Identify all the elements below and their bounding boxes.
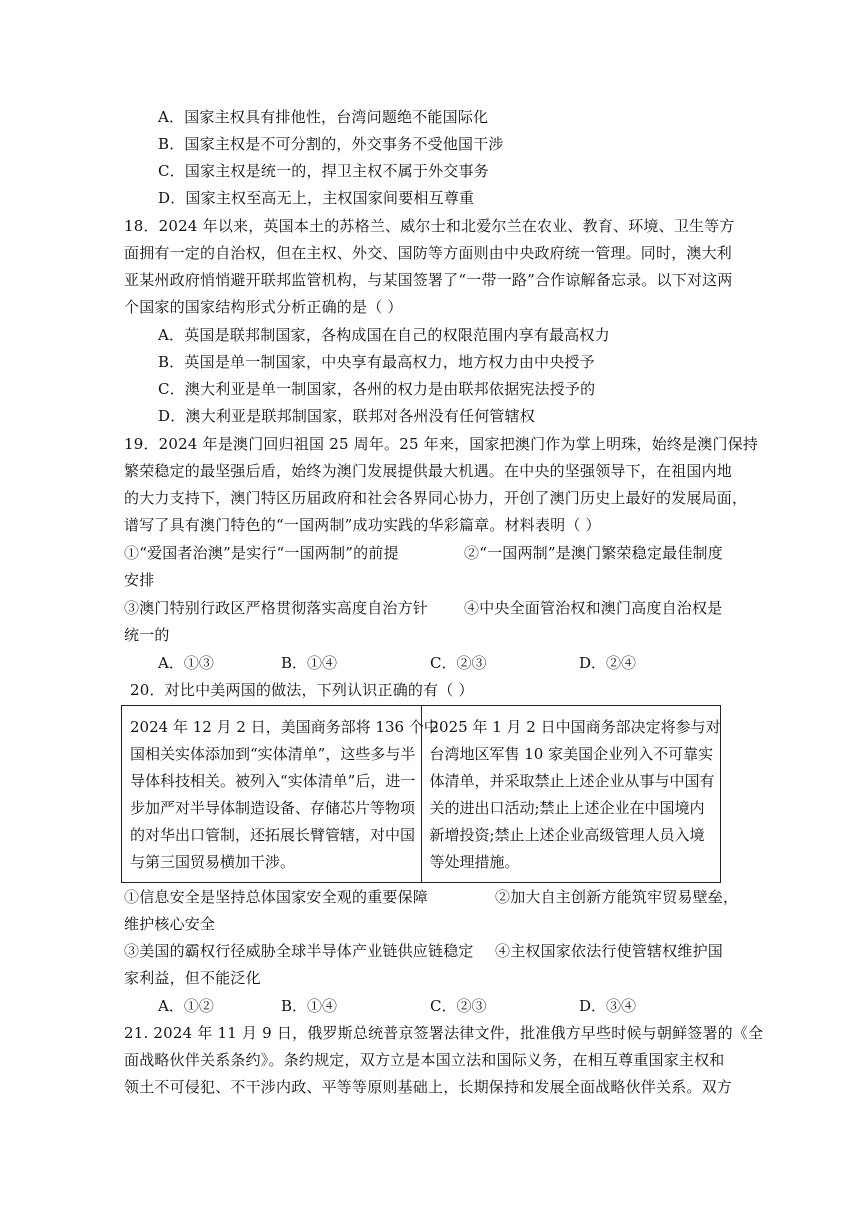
q20-us-cell bbox=[122, 706, 439, 883]
q20-china-line-6: 等处理措施。 bbox=[429, 853, 520, 871]
q19-item-2-cont: 安排 bbox=[124, 571, 155, 589]
q20-choice-a[interactable]: A．①② bbox=[158, 997, 214, 1015]
q20-us-line-5: 的对华出口管制，还拓展长臂管辖，对中国 bbox=[130, 826, 416, 844]
q19-choice-b[interactable]: B．①④ bbox=[281, 654, 338, 672]
q21-stem-line-2: 面战略伙伴关系条约》。条约规定，双方立是本国立法和国际义务，在相互尊重国家主权和 bbox=[124, 1051, 725, 1069]
q20-china-line-2: 台湾地区军售 10 家美国企业列入不可靠实 bbox=[429, 745, 714, 763]
q20-item-2: ②加大自主创新方能筑牢贸易壁垒， bbox=[495, 888, 739, 906]
q20-china-line-4: 关的进出口活动;禁止上述企业在中国境内 bbox=[429, 799, 705, 817]
q20-china-line-3: 体清单，并采取禁止上述企业从事与中国有 bbox=[429, 772, 715, 790]
q20-china-line-1: 2025 年 1 月 2 日中国商务部决定将参与对 bbox=[429, 718, 721, 736]
q17-option-a[interactable]: A．国家主权具有排他性，台湾问题绝不能国际化 bbox=[158, 108, 489, 126]
q17-option-d[interactable]: D．国家主权至高无上，主权国家间要相互尊重 bbox=[158, 189, 475, 207]
q19-choice-a[interactable]: A．①③ bbox=[158, 654, 214, 672]
q20-item-3: ③美国的霸权行径威胁全球半导体产业链供应链稳定 bbox=[124, 942, 474, 960]
q20-stem: 20．对比中美两国的做法，下列认识正确的有（ ） bbox=[130, 681, 474, 699]
q19-item-1: ①“爱国者治澳”是实行“一国两制”的前提 bbox=[124, 544, 399, 562]
q19-item-3: ③澳门特别行政区严格贯彻落实高度自治方针 bbox=[124, 599, 429, 617]
q20-item-4: ④主权国家依法行使管辖权维护国 bbox=[495, 942, 724, 960]
q18-stem-line-2: 面拥有一定的自治权，但在主权、外交、国防等方面则由中央政府统一管理。同时，澳大利 bbox=[124, 244, 733, 262]
q21-stem-line-3: 领土不可侵犯、不干涉内政、平等等原则基础上，长期保持和发展全面战略伙伴关系。双方 bbox=[124, 1078, 733, 1096]
q19-stem-line-3: 的大力支持下，澳门特区历届政府和社会各界同心协力，开创了澳门历史上最好的发展局面， bbox=[124, 489, 748, 507]
q20-us-line-1: 2024 年 12 月 2 日，美国商务部将 136 个中 bbox=[130, 718, 439, 736]
q20-china-cell bbox=[421, 706, 721, 883]
q20-choice-c[interactable]: C．②③ bbox=[430, 997, 487, 1015]
q20-us-line-6: 与第三国贸易横加干涉。 bbox=[130, 853, 296, 871]
q17-option-c[interactable]: C．国家主权是统一的，捍卫主权不属于外交事务 bbox=[158, 162, 489, 180]
q19-stem-line-1: 19．2024 年是澳门回归祖国 25 周年。25 年来，国家把澳门作为掌上明珠，始终是澳门保持 bbox=[124, 435, 759, 453]
q20-item-1: ①信息安全是坚持总体国家安全观的重要保障 bbox=[124, 888, 429, 906]
q20-china-line-5: 新增投资;禁止上述企业高级管理人员入境 bbox=[429, 826, 705, 844]
q18-stem-line-4: 个国家的国家结构形式分析正确的是（ ） bbox=[124, 298, 403, 316]
q18-option-d[interactable]: D．澳大利亚是联邦制国家，联邦对各州没有任何管辖权 bbox=[158, 407, 536, 425]
q18-stem-line-1: 18．2024 年以来，英国本土的苏格兰、威尔士和北爱尔兰在农业、教育、环境、卫生等方 bbox=[124, 217, 735, 235]
q19-choice-c[interactable]: C．②③ bbox=[430, 654, 487, 672]
q21-stem-line-1: 21. 2024 年 11 月 9 日，俄罗斯总统普京签署法律文件，批准俄方早些时候与朝鲜签署的《全 bbox=[124, 1024, 764, 1042]
q20-comparison-table bbox=[121, 705, 721, 883]
q18-option-a[interactable]: A．英国是联邦制国家，各构成国在自己的权限范围内享有最高权力 bbox=[158, 326, 610, 344]
q19-choice-d[interactable]: D．②④ bbox=[579, 654, 637, 672]
q20-item-2-cont: 维护核心安全 bbox=[124, 915, 216, 933]
q19-item-4-cont: 统一的 bbox=[124, 626, 170, 644]
q20-item-4-cont: 家利益，但不能泛化 bbox=[124, 969, 261, 987]
q20-choice-b[interactable]: B．①④ bbox=[281, 997, 338, 1015]
q20-choice-d[interactable]: D．③④ bbox=[579, 997, 637, 1015]
q20-us-line-2: 国相关实体添加到“实体清单”，这些多与半 bbox=[130, 745, 416, 763]
q19-item-4: ④中央全面管治权和澳门高度自治权是 bbox=[464, 599, 723, 617]
q19-stem-line-4: 谱写了具有澳门特色的“一国两制”成功实践的华彩篇章。材料表明（ ） bbox=[124, 516, 601, 534]
q18-option-b[interactable]: B．英国是单一制国家，中央享有最高权力，地方权力由中央授予 bbox=[158, 353, 595, 371]
q19-stem-line-2: 繁荣稳定的最坚强后盾，始终为澳门发展提供最大机遇。在中央的坚强领导下，在祖国内地 bbox=[124, 462, 733, 480]
q18-option-c[interactable]: C．澳大利亚是单一制国家，各州的权力是由联邦依据宪法授予的 bbox=[158, 380, 596, 398]
q17-option-b[interactable]: B．国家主权是不可分割的，外交事务不受他国干涉 bbox=[158, 135, 504, 153]
q19-item-2: ②“一国两制”是澳门繁荣稳定最佳制度 bbox=[464, 544, 723, 562]
q20-us-line-4: 步加严对半导体制造设备、存储芯片等物项 bbox=[130, 799, 416, 817]
q20-us-line-3: 导体科技相关。被列入“实体清单”后，进一 bbox=[130, 772, 416, 790]
q18-stem-line-3: 亚某州政府悄悄避开联邦监管机构，与某国签署了“一带一路”合作谅解备忘录。以下对这两 bbox=[124, 271, 733, 289]
